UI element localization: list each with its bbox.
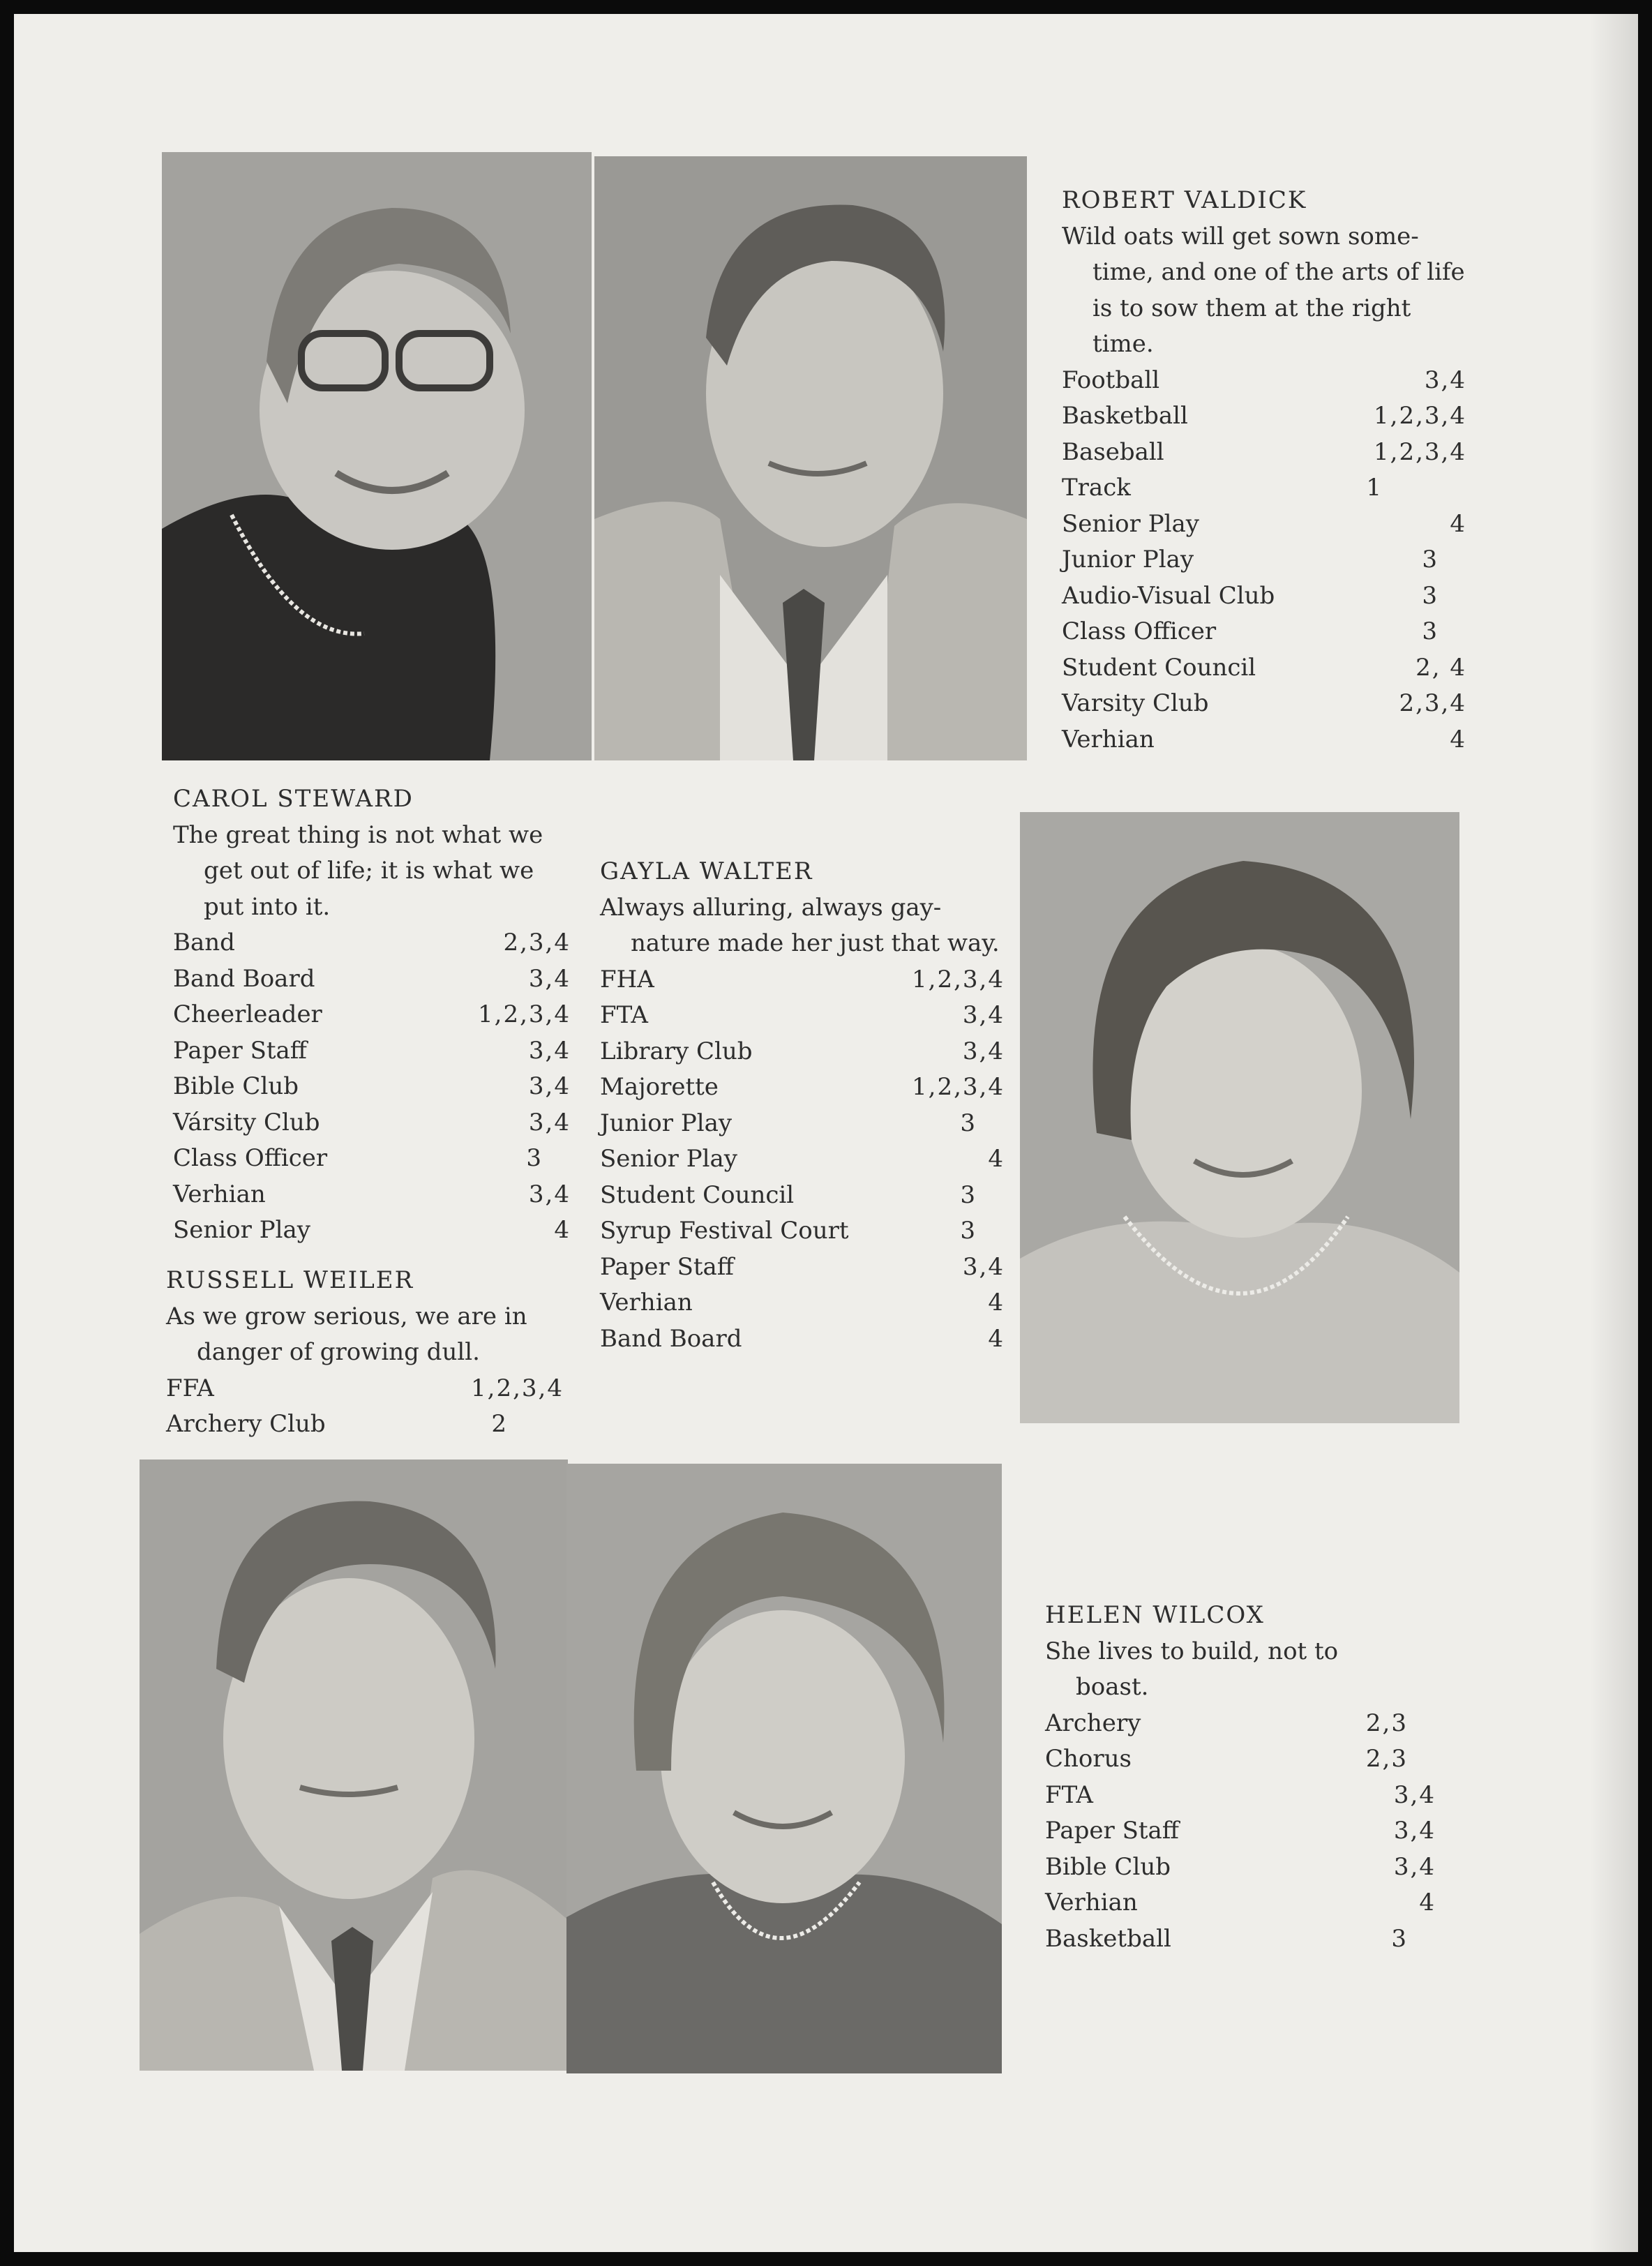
activity-row: Varsity Club 2,3,4 [1062, 689, 1466, 717]
activity-row: Track 1 [1062, 474, 1383, 502]
activity-row: Senior Play 4 [1062, 509, 1466, 538]
activity-row: Band Board 3,4 [173, 964, 571, 993]
student-block-helen-wilcox [1045, 1598, 1436, 1957]
activity-row: Junior Play 3 [600, 1109, 977, 1137]
activity-row: Bible Club 3,4 [1045, 1852, 1436, 1881]
activity-row: Bible Club 3,4 [173, 1072, 571, 1100]
activity-row: Senior Play 4 [173, 1216, 571, 1244]
student-block-robert-valdick [1062, 183, 1466, 758]
activity-row: Junior Play 3 [1062, 546, 1439, 573]
activity-row: Audio-Visual Club 3 [1062, 581, 1439, 610]
activity-row: Verhian 4 [600, 1289, 1005, 1316]
page-spine-shadow [1589, 14, 1638, 2252]
activity-row: Vársity Club 3,4 [173, 1108, 571, 1136]
student-name: HELEN WILCOX [1045, 1601, 1265, 1629]
student-quote: Always alluring, always gay-nature made her just that way. [600, 893, 1000, 957]
yearbook-page [14, 14, 1638, 2252]
activity-row: FTA 3,4 [600, 1001, 1005, 1029]
activity-row: Class Officer 3 [1062, 617, 1439, 645]
student-block-carol-steward [173, 781, 571, 1249]
student-name: RUSSELL WEILER [166, 1266, 414, 1294]
activity-row: FFA 1,2,3,4 [166, 1374, 564, 1402]
activity-row: Basketball 1,2,3,4 [1062, 402, 1466, 430]
activity-row: Football 3,4 [1062, 366, 1466, 394]
photo-gayla-walter [1020, 812, 1459, 1423]
activity-row: Baseball 1,2,3,4 [1062, 437, 1466, 466]
activity-row: FHA 1,2,3,4 [600, 965, 1005, 993]
student-block-gayla-walter [600, 854, 1005, 1357]
photo-carol-steward [162, 152, 592, 760]
activity-row: Verhian 3,4 [173, 1180, 571, 1208]
activity-row: Paper Staff 3,4 [600, 1252, 1005, 1281]
activity-row: Student Council 2, 4 [1062, 653, 1466, 682]
student-quote: She lives to build, not to boast. [1045, 1637, 1339, 1701]
student-name: GAYLA WALTER [600, 857, 813, 885]
student-quote: The great thing is not what we get out of life; it is what we put into it. [173, 820, 543, 921]
activity-row: Paper Staff 3,4 [173, 1036, 571, 1065]
student-quote: As we grow serious, we are in danger of growing dull. [166, 1302, 527, 1366]
activity-row: Class Officer 3 [173, 1144, 543, 1172]
activity-row: Band Board 4 [600, 1324, 1005, 1353]
activity-row: Band 2,3,4 [173, 929, 571, 956]
activity-row: Archery Club 2 [166, 1410, 508, 1438]
activity-row: Library Club 3,4 [600, 1037, 1005, 1065]
activity-row: Student Council 3 [600, 1180, 977, 1209]
student-block-russell-weiler [166, 1263, 564, 1443]
activity-row: Majorette 1,2,3,4 [600, 1073, 1005, 1101]
activity-row: Archery 2,3 [1045, 1709, 1408, 1737]
activity-row: Basketball 3 [1045, 1924, 1408, 1953]
activity-row: Chorus 2,3 [1045, 1745, 1408, 1773]
activity-row: Paper Staff 3,4 [1045, 1817, 1436, 1845]
photo-helen-wilcox [566, 1464, 1002, 2073]
activity-row: Verhian 4 [1045, 1889, 1436, 1916]
activity-row: Verhian 4 [1062, 725, 1466, 753]
photo-russell-weiler [140, 1460, 568, 2071]
student-name: ROBERT VALDICK [1062, 186, 1307, 214]
photo-robert-valdick [594, 156, 1027, 760]
activity-row: Senior Play 4 [600, 1145, 1005, 1173]
activity-row: Syrup Festival Court 3 [600, 1217, 977, 1245]
student-name: CAROL STEWARD [173, 785, 414, 813]
activity-row: Cheerleader 1,2,3,4 [173, 1000, 571, 1028]
activity-row: FTA 3,4 [1045, 1780, 1436, 1809]
student-quote: Wild oats will get sown some-time, and one of the arts of life is to sow them at the right time. [1062, 222, 1465, 358]
